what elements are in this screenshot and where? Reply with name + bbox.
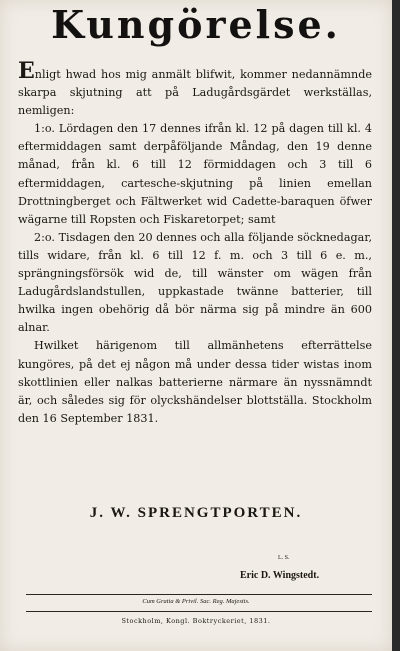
page-edge-shadow	[392, 0, 400, 651]
top-rule	[26, 594, 372, 595]
document-title: Kungörelse.	[51, 2, 341, 47]
item-1-paragraph: 1:o. Lördagen den 17 dennes ifrån kl. 12 på dagen till kl. 4 eftermiddagen samt derpåföljande Måndag, den 19 denne månad, från kl. 6 till 12 förmiddagen och 3 till 6 eftermiddagen, cartesche-skjutning på linien emellan Drottningberget och Fältwerket wid Cadette-baraquen öfwer wägarne till Ropsten och Fiskaretorpet; samt	[18, 122, 372, 226]
privilege-line: Cum Gratia & Privil. Sac. Reg. Majestis.	[142, 598, 250, 605]
item-2-paragraph: 2:o. Tisdagen den 20 dennes och alla följande söcknedagar, tills widare, från kl. 6 till 12 f. m. och 3 till 6 e. m., sprängningsförsök wid de, till wänster om wägen från Ladugårdslandstullen, uppkastade twänne batterier, till hwilka ingen obehörig då bör närma sig på mindre än 600 alnar.	[18, 230, 372, 335]
closing-paragraph: Hwilket härigenom till allmänhetens efterrättelse kungöres, på det ej någon må under dessa tider wistas inom skottlinien eller nalkas batterierne närmare än nyssnämndt är, och således sig för olyckshändelser blottställa. Stockholm den 16 September 1831.	[18, 339, 372, 425]
document-body	[18, 58, 372, 428]
countersignature: Eric D. Wingstedt.	[240, 570, 320, 581]
intro-text: nligt hwad hos mig anmält blifwit, kommer nedannämnde skarpa skjutning att på Ladugårdsgärdet werkställas, nemligen:	[18, 68, 372, 118]
signature: J. W. SPRENGTPORTEN.	[89, 505, 303, 521]
middle-rule	[26, 611, 372, 612]
drop-capital: E	[18, 58, 35, 84]
seal-mark: L. S.	[278, 555, 290, 561]
printer-imprint: Stockholm, Kongl. Boktryckeriet, 1831.	[121, 617, 271, 625]
intro-paragraph	[18, 58, 372, 120]
